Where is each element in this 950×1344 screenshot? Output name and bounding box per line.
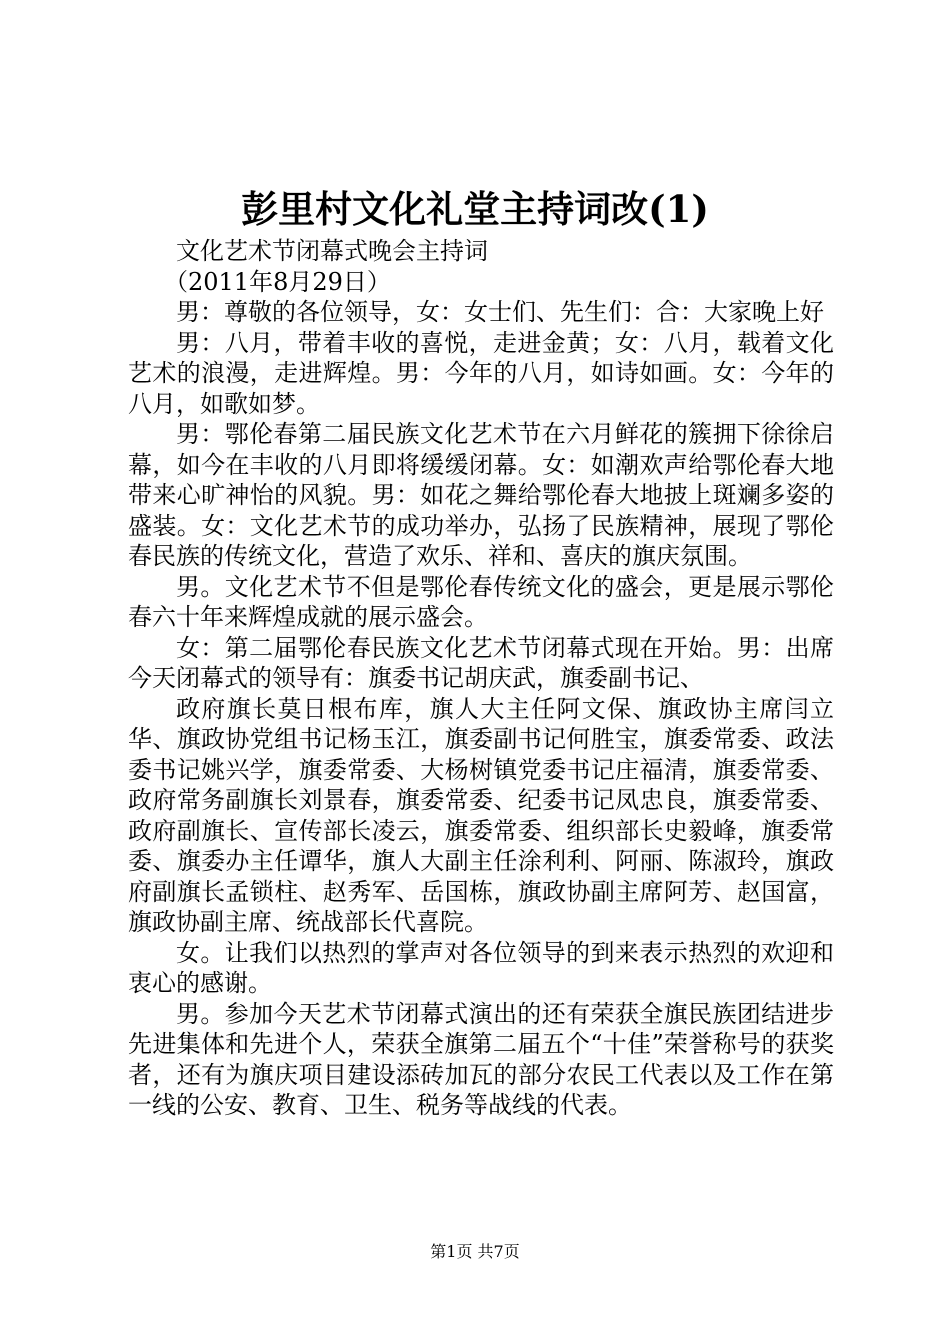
paragraph-festival: 男：鄂伦春第二届民族文化艺术节在六月鲜花的簇拥下徐徐启幕，如今在丰收的八月即将缓缓闭幕。女：如潮欢声给鄂伦春大地带来心旷神怡的风貌。男：如花之舞给鄂伦春大地披上斑斓多姿的盛装。女：文化艺术节的成功举办，弘扬了民族精神，展现了鄂伦春民族的传统文化，营造了欢乐、祥和、喜庆的旗庆氛围。	[128, 420, 834, 570]
paragraph-greeting: 男：尊敬的各位领导，女：女士们、先生们：合：大家晚上好	[176, 298, 824, 326]
paragraph-date: （2011年8月29日）	[164, 267, 391, 296]
paragraph-culture: 男。文化艺术节不但是鄂伦春传统文化的盛会，更是展示鄂伦春六十年来辉煌成就的展示盛会。	[128, 572, 834, 631]
paragraph-august: 男：八月，带着丰收的喜悦，走进金黄；女：八月，载着文化艺术的浪漫，走进辉煌。男：今年的八月，如诗如画。女：今年的八月，如歌如梦。	[128, 328, 834, 418]
document-body	[128, 236, 834, 1121]
document-title: 彭里村文化礼堂主持词改(1)	[241, 187, 709, 231]
paragraph-opening: 女：第二届鄂伦春民族文化艺术节闭幕式现在开始。男：出席今天闭幕式的领导有：旗委书记胡庆武，旗委副书记、	[128, 633, 834, 692]
paragraph-welcome: 女。让我们以热烈的掌声对各位领导的到来表示热烈的欢迎和衷心的感谢。	[128, 938, 834, 997]
paragraph-subtitle: 文化艺术节闭幕式晚会主持词	[176, 237, 488, 265]
page-number: 第1页 共7页	[430, 1242, 520, 1261]
paragraph-leaders: 政府旗长莫日根布库，旗人大主任阿文保、旗政协主席闫立华、旗政协党组书记杨玉江，旗委副书记何胜宝，旗委常委、政法委书记姚兴学，旗委常委、大杨树镇党委书记庄福清，旗委常委、政府常务副旗长刘景春，旗委常委、纪委书记凤忠良，旗委常委、政府副旗长、宣传部长凌云，旗委常委、组织部长史毅峰，旗委常委、旗委办主任谭华，旗人大副主任涂利利、阿丽、陈淑玲，旗政府副旗长孟锁柱、赵秀军、岳国栋，旗政协副主席阿芳、赵国富，旗政协副主席、统战部长代喜院。	[128, 694, 834, 936]
paragraph-participants: 男。参加今天艺术节闭幕式演出的还有荣获全旗民族团结进步先进集体和先进个人，荣获全旗第二届五个“十佳”荣誉称号的获奖者，还有为旗庆项目建设添砖加瓦的部分农民工代表以及工作在第一线的公安、教育、卫生、税务等战线的代表。	[128, 999, 834, 1119]
